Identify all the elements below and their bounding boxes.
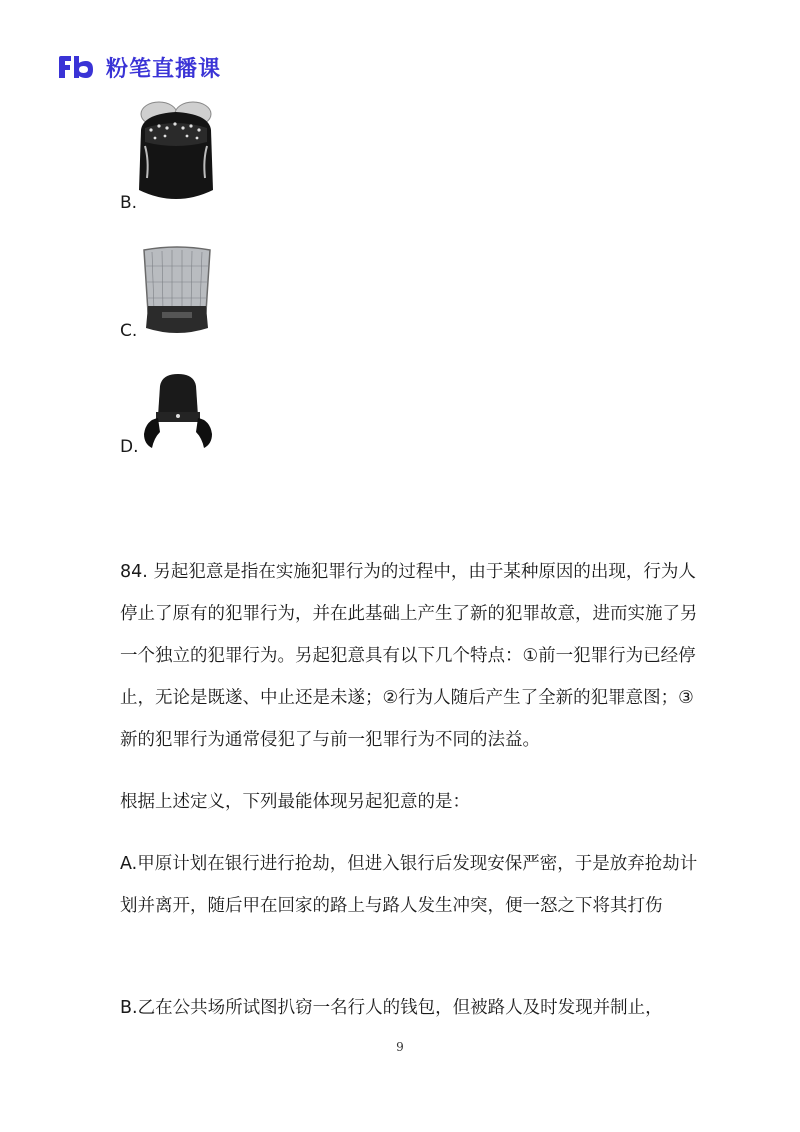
brand-logo xyxy=(56,50,221,84)
option-c-label: C. xyxy=(120,321,138,341)
option-b-image xyxy=(137,100,215,210)
option-d-image xyxy=(140,372,216,460)
brand-name: 粉笔直播课 xyxy=(106,56,222,82)
option-b-label: B. xyxy=(120,193,138,213)
option-a-text: A.甲原计划在银行进行抢劫，但进入银行后发现安保严密，于是放弃抢劫计划并离开，随后甲在回家的路上与路人发生冲突，便一怒之下将其打伤 xyxy=(120,854,698,916)
question-prompt: 根据上述定义，下列最能体现另起犯意的是： xyxy=(120,792,470,812)
page-number: 9 xyxy=(396,1040,404,1054)
option-b-text: B.乙在公共场所试图扒窃一名行人的钱包，但被路人及时发现并制止， xyxy=(120,998,663,1018)
option-d-label: D. xyxy=(120,437,139,457)
fb-logo-icon xyxy=(56,54,96,80)
option-c-image xyxy=(140,246,214,340)
question-stem: 84. 另起犯意是指在实施犯罪行为的过程中，由于某种原因的出现，行为人停止了原有的犯罪行为，并在此基础上产生了新的犯罪故意，进而实施了另一个独立的犯罪行为。另起犯意具有以下几个特点：①前一犯罪行为已经停止，无论是既遂、中止还是未遂；②行为人随后产生了全新的犯罪意图；③新的犯罪行为通常侵犯了与前一犯罪行为不同的法益。 xyxy=(120,562,698,750)
